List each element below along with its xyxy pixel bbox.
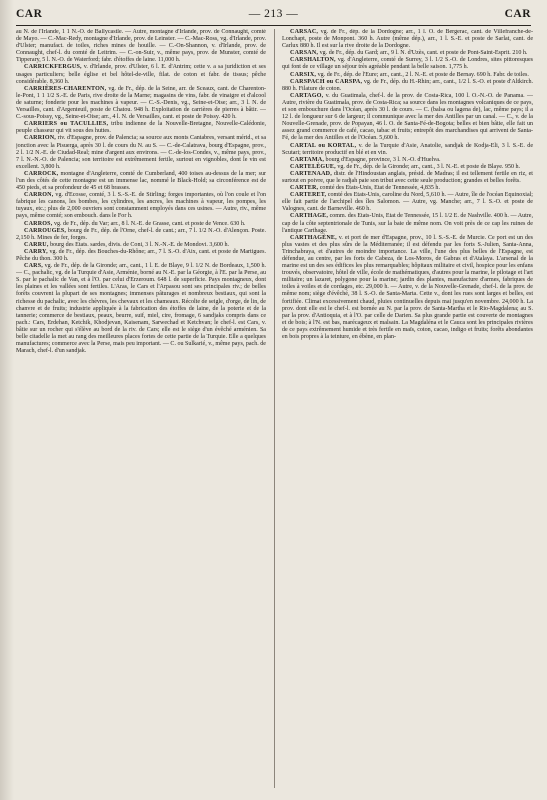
entry-headword: CARRIÈRES-CHARENTON, xyxy=(24,85,107,92)
entry-text: comté des Etats-Unis, caroline du Nord, 5,610 h. — Autre, île de l'océan Equinoxial; elle fait partie de l'archipel des îles Salomon. — Autre, vg. Manche; arr., 7 l. S.-O. et poste de Valognes, cant. de Barneville. 460 h. xyxy=(282,192,533,213)
entry-headword: CARSPACH ou CARSPA, xyxy=(290,78,363,85)
entry-text: vg. de Fr., dép. de la Gironde; arr., cant., 1 l. E. de Blaye, 9 l. 1/2 N. de Bordeaux, 1,500 h. — C., pachalic, vg. de la Turquie d'Asie, Arménie, borné au N.-E. par la Géorgie, à l'E. par la Perse, au S. par le pachalic de Van, et à l'O. par celui d'Erzeroum. 648 l. de superficie. Pays montagneux, dont les plaines et les vallées sont fertiles. L'Aras, le Cars et l'Arpasou sont ses principales riv.; de belles forêts couvrent la plupart de ses montagnes; immenses pâturages et nombreux bestiaux, qui sont la richesse du pachalic, avec les chèvres, les chevaux et les chameaux. Récolte de seigle, d'orge, de lin, de chanvre et de fruits; industrie appliquée à la fabrication des étoffes de laine, de la poterie et de la tannerie; commerce de bestiaux, peaux, beurre, suif, miel, cire, fromage, 6 sandjaks compris dans ce pach.: Cars, Erdehan, Ketchik, Khodjevan, Kaisenam, Sarwechad et Ketchvan; le chef-l. est Cars, v. bâtie sur un rocher qui s'élève au bord de la riv. de Cars; elle est le siège d'un évêché arménien. Sa belle citadelle la met au rang des meilleures places fortes de cette partie de la Turquie. Elle a quelques manufactures; commerce avec la Perse, mais peu important. — C. ou Sulkarié, v., même pays, pach. de Marach, chef-l. d'un sandjak. xyxy=(16,263,266,355)
entry-headword: CARTER, xyxy=(290,185,319,192)
page-number: — 213 — xyxy=(248,8,299,20)
dictionary-entry xyxy=(16,29,266,64)
entry-text: vg. de Fr., dép. de la Gironde; arr., cant., 3 l. N.-E. et poste de Blaye. 950 h. xyxy=(337,163,521,170)
entry-headword: CARTHAGE, xyxy=(290,213,329,220)
entry-text: vg. de Fr., dép. de la Seine, arr. de Sceaux, cant. de Charenton-le-Pont, 1 1 1/2 S.-E. de Paris, rive droite de la Marne; magasins de vins, fabr. de vinaigre et d'alcool de saturne; fonderie pour les machines à vapeur. — C.-S.-Denis, vg., Seine-et-Oise; arr., 3 l. N. de Versailles, cant. d'Argenteuil, poste de Chatou. 948 h. Exploitation de carrières de pierres à bâtir. — C.-sous-Poissy, vg., Seine-et-Oise; arr., 4 l. N. de Versailles, cant. et poste de Poissy. 420 h. xyxy=(16,85,266,121)
page-edge-shadow xyxy=(0,0,14,800)
entry-headword: CARRY, xyxy=(24,248,48,255)
dictionary-entry xyxy=(282,29,533,50)
dictionary-entry xyxy=(16,242,266,249)
dictionary-entry xyxy=(282,79,533,93)
entry-text: vg. de Fr., dép. du Gard; arr., 9 l. N. d'Uzès, cant. et poste de Pont-Saint-Esprit. 210 h. xyxy=(319,50,528,57)
entry-headword: CARTELÈGUE, xyxy=(290,163,336,170)
dictionary-entry xyxy=(16,135,266,170)
entry-headword: CARRION, xyxy=(24,135,57,142)
dictionary-entry xyxy=(16,121,266,135)
entry-text: vg. de Fr., dép. du Var; arr., 8 l. N.-E. de Grasse, cant. et poste de Vence. 630 h. xyxy=(53,220,246,227)
entry-headword: CARSAC, xyxy=(290,29,319,35)
entry-text: au N. de l'Irlande, 1 1 N.-O. de Ballycastle. — Autre, montagne d'Irlande, prov. de Connaught, comté de Mayo. — C.-Mac-Redy, montagne d'Irlande, prov. de Leinster. — C.-Mac-Ross, vg. d'Irlande, prov. d'Ulster; manufact. de toiles, riches mines de houille. — C.-On-Shannon, v. d'Irlande, prov. de Connaught, chef-l. du comté de Leitrim. — C.-on-Suir, v., même pays, prov. de Munster, comté de Tipperary, 5 l. N.-O. de Waterford; fabr. d'étoffes de laine. 11,000 h. xyxy=(16,29,266,64)
right-column xyxy=(282,29,533,790)
entry-text: montagne d'Angleterre, comté de Cumberland, 400 toises au-dessus de la mer; sur l'un des côtés de cette montagne est un immense lac, nommé le Black-Hold; sa circonférence est de 450 pieds, et sa profondeur de 45 et 68 brasses. xyxy=(16,170,266,192)
entry-text: v. d'Irlande, prov. d'Ulster, 6 l. E. d'Antrim; cette v. a sa juridiction et ses usages particuliers; belle église et bel hôtel-de-ville, filat. de coton et fabr. de tissus; pêche considérable. 8,360 h. xyxy=(16,64,266,85)
entry-headword: CARRON, xyxy=(24,192,54,199)
dictionary-entry xyxy=(282,143,533,157)
entry-text: bourg des Etats. sardes, divis. de Coni, 3 l. N.-N.-E. de Mondovi. 3,600 h. xyxy=(50,241,229,248)
entry-headword: CARTAGO, xyxy=(290,92,324,99)
entry-text: bourg de Fr., dép. de l'Orne, chef-l. de cant.; arr., 7 l. 1/2 N.-O. d'Alençon. Poste. 2,150 h. Mines de fer, forges. xyxy=(16,227,266,241)
header-rule xyxy=(16,25,531,26)
dictionary-entry xyxy=(282,171,533,185)
dictionary-entry xyxy=(16,64,266,85)
entry-text: vg. d'Ecosse, comté, 3 l. S.-S.-E. de Stirling; forges importantes, où l'on coule et l'on fabrique les canons, les bombes, les cylindres, les ancres, les machines à vapeur, les pompes, les tuyaux, etc.; plus de 2,000 ouvriers sont constamment employés dans ces usines. — Autre, riv., même pays, même comté; son embouch. dans le For h. xyxy=(16,192,266,220)
header-left-word: CAR xyxy=(16,8,43,20)
entry-headword: CARROCK, xyxy=(24,170,59,177)
dictionary-entry xyxy=(16,263,266,355)
entry-headword: CARROUGES, xyxy=(24,227,67,234)
entry-text: tribu indienne de la Nouvelle-Bretagne, Nouvelle-Calédonie, peuple chasseur qui vit sous des huttes. xyxy=(16,121,266,135)
entry-text: riv. d'Espagne, prov. de Palencia; sa source aux monts Cantabres, versant mérid., et sa jonction avec la Pisuerga, après 30 l. de cours du N. au S. — C.-de-Calatrava, bourg d'Espagne, prov., 2 l. 1/2 N.-E. de Ciudad-Real; mine d'argent aux environs. — C.-de-los-Condes, v., même pays, prov., 7 l. N.-N.-O. de Palencia; son territoire est extrêmement fertile, surtout en vignobles, dont le vin est excellent. 3,800 h. xyxy=(16,135,266,170)
running-header xyxy=(16,8,531,24)
dictionary-entry xyxy=(16,171,266,192)
left-column xyxy=(16,29,266,790)
entry-headword: CARTHAGÈNE, xyxy=(290,234,337,241)
dictionary-entry xyxy=(282,50,533,57)
dictionary-entry xyxy=(16,86,266,121)
entry-headword: CARTERET, xyxy=(290,192,327,199)
dictionary-entry xyxy=(282,235,533,341)
entry-text: vg. de Fr., dép. du H.-Rhin; arr., cant., 1/2 l. S.-O. et poste d'Altkirch. 880 h. Filature de coton. xyxy=(282,78,533,92)
dictionary-entry xyxy=(16,249,266,263)
entry-headword: CARTENAAD, xyxy=(290,170,332,177)
dictionary-entry xyxy=(16,192,266,220)
dictionary-entry xyxy=(282,57,533,71)
dictionary-entry xyxy=(282,185,533,192)
dictionary-entry xyxy=(16,228,266,242)
entry-text: v. de la Turquie d'Asie, Anatolie, sandjak de Kodja-Eli, 3 l. S.-E. de Scutari; territoire productif en blé et en vin. xyxy=(282,142,533,156)
entry-headword: CARSAN, xyxy=(290,50,319,57)
dictionary-entry xyxy=(282,164,533,171)
entry-text: vg. de Fr., dép. des Bouches-du-Rhône; arr., 7 l. S.-O. d'Aix, cant. et poste de Martigues. Pêche du thon. 300 h. xyxy=(16,248,266,262)
entry-text: vg. de Fr., dép. de l'Eure; arr., cant., 2 l. N.-E. et poste de Bernay. 690 h. Fabr. de toiles. xyxy=(317,71,529,78)
entry-headword: CARTAL ou KORTAL, xyxy=(290,142,357,149)
entry-text: vg. d'Angleterre, comté de Surrey, 3 l. 1/2 S.-O. de Londres, sites pittoresques qui font de ce village un séjour très agréable pendant la belle saison. 1,775 h. xyxy=(282,57,533,71)
dictionary-entry xyxy=(16,221,266,228)
entry-headword: CARROS, xyxy=(24,220,53,227)
entry-text: distr. de l'Hindoustan anglais, présid. de Madras; il est tellement fertile en riz, et surtout en poivre, que le radjah paie son tribut avec cette seule production; grandes et belles forêts. xyxy=(282,170,533,184)
entry-text: comm. des Etats-Unis, Etat de Tennessée, 15 l. 1/2 E. de Nashville. 400 h. — Autre, cap de la côte septentrionale de Tunis, sur la baie de même nom. On voit près de ce cap les ruines de l'antique Carthage. xyxy=(282,213,533,234)
entry-headword: CARRICKFERGUS, xyxy=(24,64,82,71)
header-right-word: CAR xyxy=(504,8,531,20)
entry-headword: CARRIERS ou TACULLIES, xyxy=(24,121,109,128)
entry-text: comté des Etats-Unis, Etat de Tennessée, 4,835 h. xyxy=(319,185,440,192)
dictionary-entry xyxy=(282,192,533,213)
entry-text: bourg d'Espagne, province, 3 l. N.-O. d'Huelva. xyxy=(325,156,441,163)
entry-text: vg. de Fr., dép. de la Dordogne; arr., 1 l. O. de Bergerac, cant. de Villefranche-de-Lonchapt, poste de Monpont. 360 h. Autre (même dép.), arr., 1 l. S.-E. et poste de Sarlat, cant. de Carlux 880 h. Il est sur la rive droite de la Dordogne. xyxy=(282,29,533,50)
column-divider xyxy=(274,29,275,788)
entry-text: v. et port de mer d'Espagne, prov., 10 l. S.-S.-E. de Murcie. Ce port est un des plus vastes et des plus sûrs de la Méditerranée; il est défendu par les forts S.-Julien, Santa-Anna, Trinchabraya, et d'autres de moindre importance. La ville, l'une des plus belles de l'Espagne, est défendue, au centre, par les forts de Cabeza, de Los-Moros, de Gabras et d'Atalaya. L'arsenal de la marine est un des ses édifices les plus remarquables; hôpitaux militaire et civil, hospice pour les enfans trouvés, observatoire, hôtel de ville, école de mathématiques, d'autres pour la marine, le pilotage et l'art militaire; un lazaret, polygone pour la marine; jardin des plantes, manufacture d'armes, fabriques de toiles à voiles et de cordages, etc. 29,000 h. — Autre, v. de la Nouvelle-Grenade, chef-l. de la prov. de même nom; siège d'évêché, 38 l. S.-O. de Santa-Marta. Cette v., dont les rues sont larges et belles, est fortifiée. Climat excessivement chaud, pluies continuelles depuis mai jusqu'en novembre. 24,000 h. La prov. dont elle est le chef-l. est bornée au N. par la prov. de Santa-Martha et le Rio-Magdalena; au S. par la prov. d'Antioquia, et à l'O. par celle de Darien. Sa plus grande partie est couverte de montagnes et de bois; à l'N. est bas, marécageux et malsain. La Magdaléna et le Cauca sont les principales rivières de ce pays extrêmement humide et très fertile en maïs, coton, cacao, indigo et fruits; forêts abondantes en bois propres à la teinture, en ébène, en plan- xyxy=(282,234,533,341)
entry-headword: CARSHALTON, xyxy=(290,57,336,64)
entry-text: v. du Guatimala, chef-l. de la prov. de Costa-Rica, 100 l. O.-N.-O. de Panama. — Autre, rivière du Guatimala, prov. de Costa-Rica; sa source dans les montagnes volcaniques de ce pays, et son embouchure dans l'Océan, après 30 l. de cours. — C. (balsa ou lagena de), lac, même pays; il a 12 l. de longueur sur 6 de largeur; il communique avec la mer des Antilles par un canal. — C., v. de la Nouvelle-Grenade, prov. de Popayan, 46 l. O. de Santa-Fé-de-Bogota; belles et bien bâtie, elle fait un assez grand commerce de café, cacao, tabac et fruits; entrepôt des marchandises qui arrivent de Santa-Fé, de la mer des Antilles et de l'Océan. 5,600 h. xyxy=(282,92,533,142)
dictionary-entry xyxy=(282,157,533,164)
entry-headword: CARRU, xyxy=(24,241,49,248)
dictionary-entry xyxy=(282,72,533,79)
entry-headword: CARSIX, xyxy=(290,71,317,78)
dictionary-entry xyxy=(282,213,533,234)
entry-headword: CARTAMA, xyxy=(290,156,325,163)
entry-headword: CARS, xyxy=(24,263,43,270)
dictionary-entry xyxy=(282,93,533,143)
